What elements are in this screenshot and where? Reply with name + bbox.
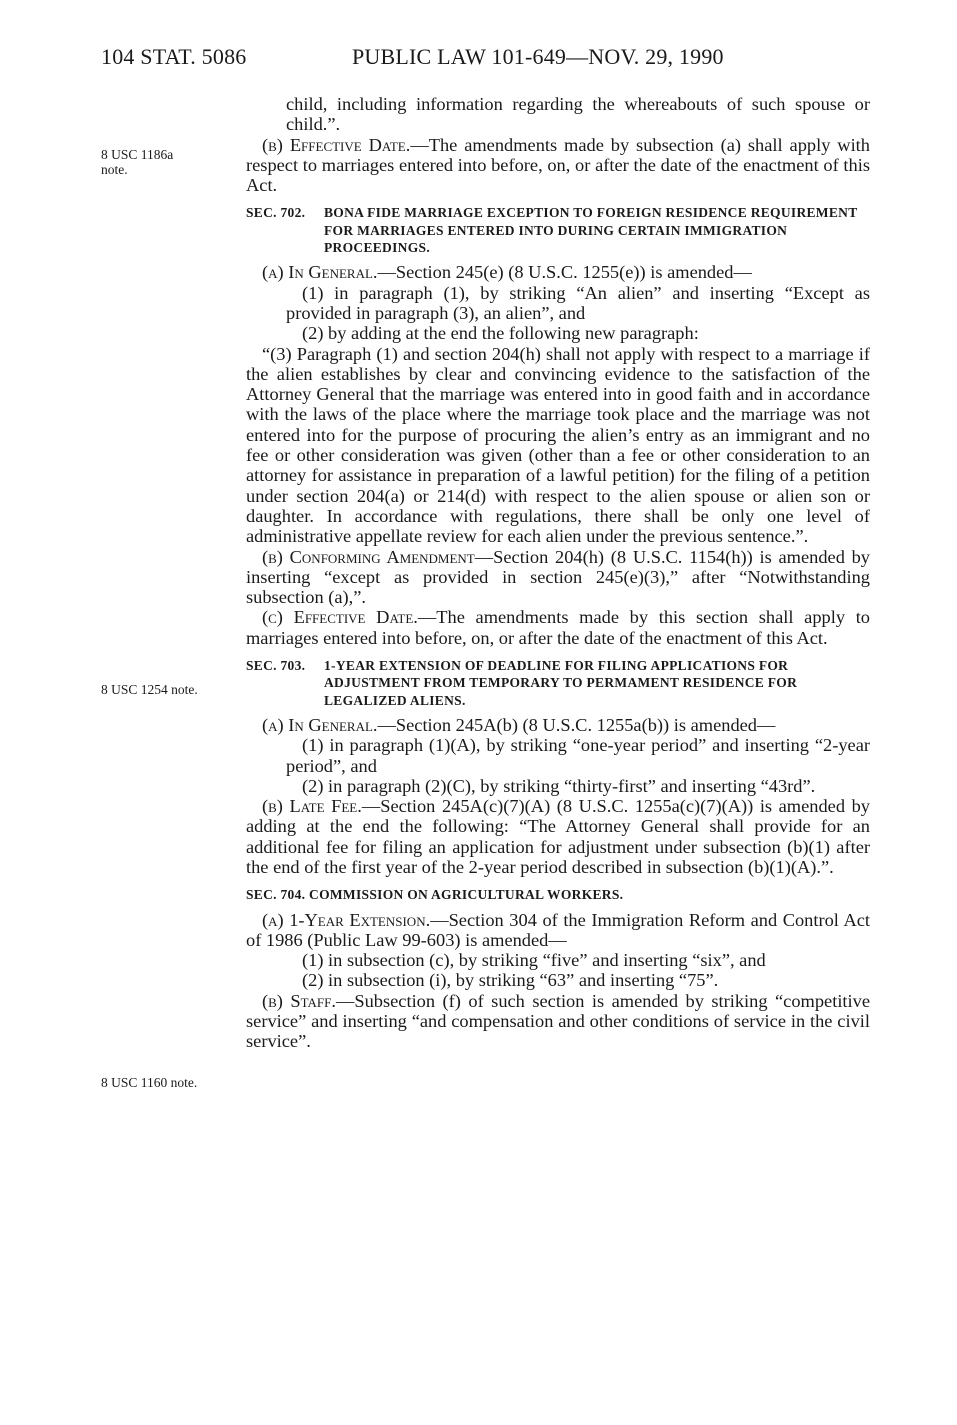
- subsection-heading: (c) Effective Date.: [262, 607, 418, 628]
- subsection-heading: (a) 1-Year Extension.: [262, 909, 431, 930]
- section-number: SEC. 702.: [246, 205, 306, 221]
- subsection-text: —Section 304 of the Immigration Reform and Control Act of 1986 (Public Law 99-603) is amended—: [246, 909, 870, 950]
- subsection-702-a: [246, 262, 870, 282]
- margin-note-1254: 8 USC 1254 note.: [101, 682, 198, 697]
- subsection-text: —Section 245A(c)(7)(A) (8 U.S.C. 1255a(c)(7)(A)) is amended by adding at the end the following: “The Attorney General shall provide for an additional fee for filing an application for adjustment under subsection (b)(1) after the end of the first year of the 2-year period described in subsection (b)(1)(A).”.: [246, 796, 870, 877]
- margin-note-1160: 8 USC 1160 note.: [101, 1075, 198, 1090]
- paragraph-704-a-1: (1) in subsection (c), by striking “five” and inserting “six”, and: [302, 950, 766, 971]
- margin-note-1186a: [101, 147, 241, 177]
- subsection-704-a: [246, 910, 870, 951]
- section-number: SEC. 704.: [246, 887, 306, 903]
- subsection-heading: (a) In General.: [262, 714, 378, 735]
- subsection-703-b: [246, 796, 870, 877]
- subsection-heading: (b) Conforming Amendment: [262, 546, 475, 567]
- running-head-title: PUBLIC LAW 101-649—NOV. 29, 1990: [352, 44, 724, 69]
- subsection-heading: (b) Effective Date.: [262, 134, 411, 155]
- subsection-text: —The amendments made by this section shall apply to marriages entered into before, on, or after the date of the enactment of this Act.: [246, 607, 870, 648]
- quoted-paragraph-3: “(3) Paragraph (1) and section 204(h) shall not apply with respect to a marriage if the alien establishes by clear and convincing evidence to the satisfaction of the Attorney General that the marriage was entered into in good faith and in accordance with the laws of the place where the marriage took place and the marriage was not entered into for the purpose of procuring the alien’s entry as an immigrant and no fee or other consideration was given (other than a fee or other consideration to an attorney for assistance in preparation of a lawful petition) for the filing of a petition under section 204(a) or 214(d) with respect to the alien spouse or alien son or daughter. In accordance with regulations, there shall be only one level of administrative appellate review for each alien under the previous sentence.”.: [246, 343, 870, 547]
- section-703-title: 1-YEAR EXTENSION OF DEADLINE FOR FILING APPLICATIONS FOR ADJUSTMENT FROM TEMPORARY TO PERMAMENT RESIDENCE FOR LEGALIZED ALIENS.: [324, 658, 798, 708]
- subsection-text: —Section 245(e) (8 U.S.C. 1255(e)) is amended—: [377, 262, 752, 283]
- section-704-title: COMMISSION ON AGRICULTURAL WORKERS.: [309, 887, 624, 903]
- subsection-text: —The amendments made by subsection (a) shall apply with respect to marriages entered into before, on, or after the date of the enactment of this Act.: [246, 134, 870, 196]
- main-text: [246, 94, 870, 1052]
- section-704-heading: [246, 886, 870, 903]
- subsection-703-a: [246, 715, 870, 735]
- subsection-heading: (a) In General.: [262, 262, 378, 283]
- subsection-heading: (b) Staff.: [262, 990, 336, 1011]
- subsection-text: —Section 245A(b) (8 U.S.C. 1255a(b)) is amended—: [377, 714, 776, 735]
- subsection-b-effective-date: [246, 135, 870, 196]
- subsection-702-c: [246, 607, 870, 648]
- paragraph-702-a-1: (1) in paragraph (1), by striking “An alien” and inserting “Except as provided in paragraph (3), an alien”, and: [286, 282, 870, 323]
- paragraph-704-a-2: (2) in subsection (i), by striking “63” and inserting “75”.: [302, 970, 719, 991]
- subsection-text: —Subsection (f) of such section is amended by striking “competitive service” and inserting “and compensation and other conditions of service in the civil service”.: [246, 990, 871, 1052]
- paragraph-702-a-2: (2) by adding at the end the following new paragraph:: [302, 323, 699, 344]
- margin-note-line: 8 USC 1186a: [101, 147, 174, 162]
- subsection-heading: (b) Late Fee.: [262, 796, 362, 817]
- section-702-title: BONA FIDE MARRIAGE EXCEPTION TO FOREIGN RESIDENCE REQUIREMENT FOR MARRIAGES ENTERED INTO DURING CERTAIN IMMIGRATION PROCEEDINGS.: [324, 205, 858, 256]
- subsection-702-b: [246, 547, 870, 608]
- subsection-text: —Section 204(h) (8 U.S.C. 1154(h)) is amended by inserting “except as provided in section 245(e)(3),” after “Notwithstanding subsection (a),”.: [246, 546, 871, 608]
- section-number: SEC. 703.: [246, 658, 306, 674]
- margin-note-line: note.: [101, 162, 128, 177]
- paragraph-703-a-2: (2) in paragraph (2)(C), by striking “thirty-first” and inserting “43rd”.: [302, 775, 816, 796]
- paragraph-703-a-1: (1) in paragraph (1)(A), by striking “one-year period” and inserting “2-year period”, and: [286, 735, 870, 776]
- subsection-704-b: [246, 991, 870, 1052]
- page-stat-number: 104 STAT. 5086: [101, 44, 247, 69]
- paragraph-continuation: child, including information regarding the whereabouts of such spouse or child.”.: [286, 94, 870, 135]
